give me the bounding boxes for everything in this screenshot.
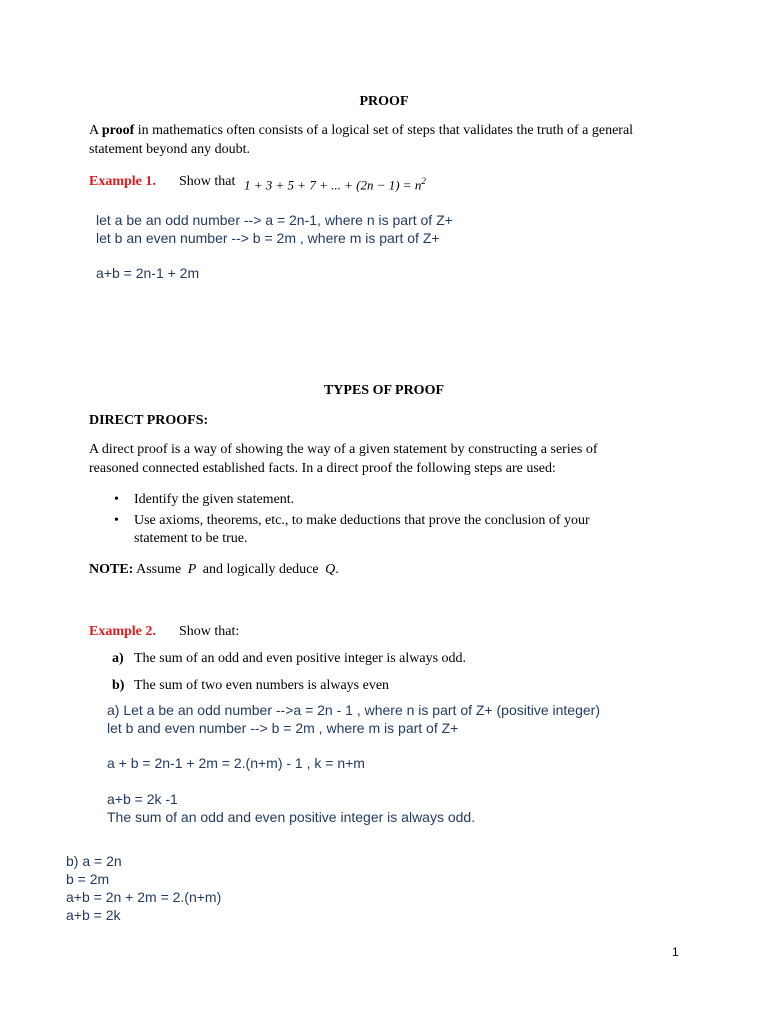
note-end: . xyxy=(335,562,339,577)
example2-label: Example 2. xyxy=(89,624,156,639)
intro-line1-rest: in mathematics often consists of a logical set of steps that validates the truth of a general xyxy=(134,123,634,138)
formula-main: 1 + 3 + 5 + 7 + ... + (2n − 1) = n xyxy=(244,177,422,193)
intro-line-2: statement beyond any doubt. xyxy=(89,142,250,157)
example2-note-a-2: let b and even number --> b = 2m , where m is part of Z+ xyxy=(107,720,459,736)
example1-label: Example 1. xyxy=(89,174,156,189)
example1-prompt: Show that xyxy=(179,174,236,189)
note-label: NOTE: xyxy=(89,562,134,577)
note-assume: Assume xyxy=(136,562,182,577)
example2-note-a-1: a) Let a be an odd number -->a = 2n - 1 , where n is part of Z+ (positive integer) xyxy=(107,702,600,718)
example2-part-b-text: The sum of two even numbers is always even xyxy=(134,678,390,693)
bullet-text: Use axioms, theorems, etc., to make deductions that prove the conclusion of your xyxy=(134,513,590,528)
example2-note-b-1: b) a = 2n xyxy=(66,853,122,869)
example2-note-a-5: The sum of an odd and even positive integer is always odd. xyxy=(107,809,476,825)
formula-exponent: 2 xyxy=(421,176,426,186)
intro-bold-word: proof xyxy=(101,123,135,138)
types-heading: TYPES OF PROOF xyxy=(323,383,445,398)
bullet-glyph: • xyxy=(114,513,119,528)
note-line xyxy=(89,560,339,579)
direct-proofs-heading: DIRECT PROOFS: xyxy=(89,413,209,428)
page-number: 1 xyxy=(672,945,679,959)
note-q: Q xyxy=(325,562,336,577)
intro-prefix: A xyxy=(89,123,102,138)
example2-prompt: Show that: xyxy=(179,624,240,639)
direct-para-line-2: reasoned connected established facts. In a direct proof the following steps are used: xyxy=(89,461,556,476)
example1-note-1: let a be an odd number --> a = 2n-1, where n is part of Z+ xyxy=(96,212,453,228)
bullet-glyph: • xyxy=(114,492,119,507)
example1-note-3: a+b = 2n-1 + 2m xyxy=(96,265,200,281)
example2-note-b-4: a+b = 2k xyxy=(66,907,121,923)
example1-formula xyxy=(244,172,426,194)
page-title: PROOF xyxy=(359,94,409,109)
example2-part-a-label: a) xyxy=(112,651,124,666)
example2-part-b-label: b) xyxy=(112,678,125,693)
example2-note-a-4: a+b = 2k -1 xyxy=(107,791,178,807)
bullet-item-2 xyxy=(114,511,590,530)
direct-para-line-1: A direct proof is a way of showing the way of a given statement by constructing a series of xyxy=(89,442,598,457)
bullet-item-1 xyxy=(114,490,295,509)
example2-note-a-3: a + b = 2n-1 + 2m = 2.(n+m) - 1 , k = n+m xyxy=(107,755,365,771)
example1-note-2: let b an even number --> b = 2m , where m is part of Z+ xyxy=(96,230,440,246)
bullet-item-2-cont: statement to be true. xyxy=(134,531,248,546)
example2-part-a-text: The sum of an odd and even positive integer is always odd. xyxy=(134,651,467,666)
example2-note-b-2: b = 2m xyxy=(66,871,110,887)
note-p: P xyxy=(187,562,197,577)
intro-line-1 xyxy=(89,121,633,140)
note-mid: and logically deduce xyxy=(202,562,319,577)
bullet-text: Identify the given statement. xyxy=(134,492,295,507)
example2-note-b-3: a+b = 2n + 2m = 2.(n+m) xyxy=(66,889,222,905)
